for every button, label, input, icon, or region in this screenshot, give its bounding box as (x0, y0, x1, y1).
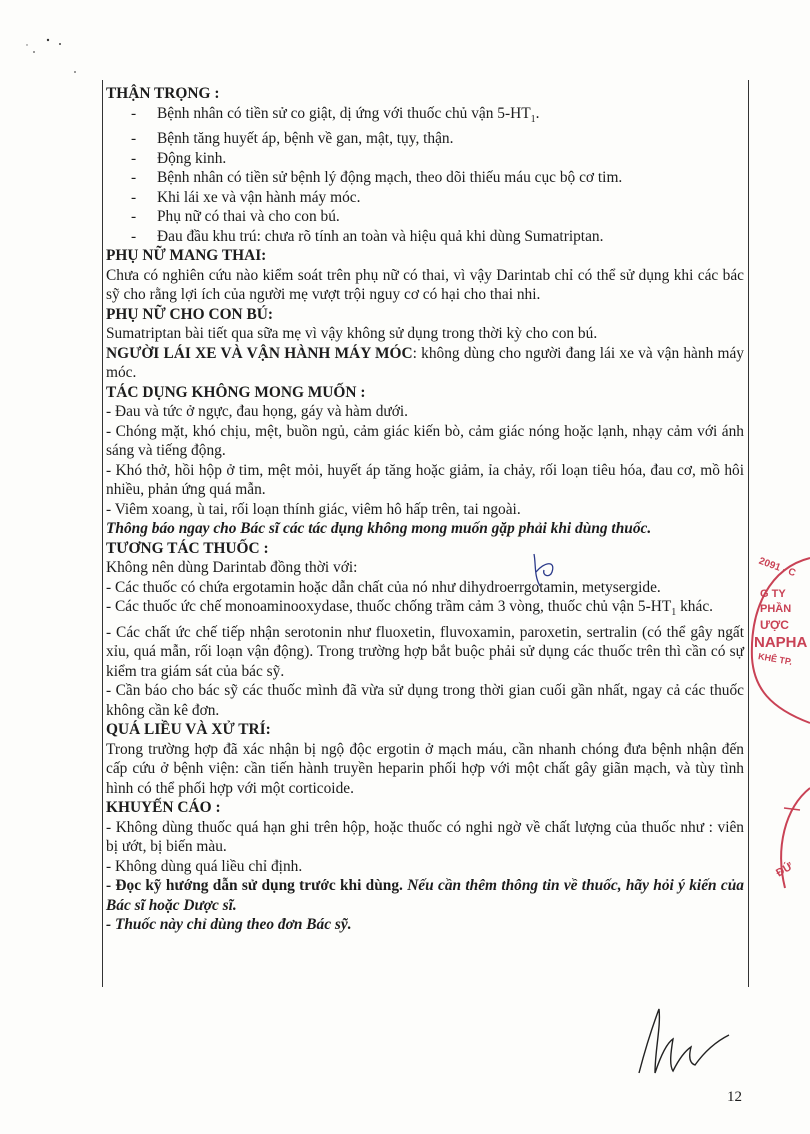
list-item: - Bệnh nhân có tiền sử co giật, dị ứng với thuốc chủ vận $5-HT_1$. (131, 104, 540, 125)
document-body (106, 84, 744, 935)
section-title-khuyen-cao: KHUYẾN CÁO : (106, 799, 221, 817)
company-stamp: 2091 - C G TY PHẦN ƯỢC NAPHA KHÊ TP. ĐỨ (740, 548, 810, 898)
signature (625, 995, 735, 1090)
list-item: - Đau và tức ở ngực, đau họng, gáy và hàm dưới. (106, 403, 409, 421)
section-title-than-trong: THẬN TRỌNG : (106, 85, 220, 102)
stamp-ring-icon (740, 548, 810, 898)
list-item: - Bệnh nhân có tiền sử bệnh lý động mạch, theo dõi thiếu máu cục bộ cơ tim. (131, 169, 623, 187)
list-item: - Bệnh tăng huyết áp, bệnh về gan, mật, tụy, thận. (131, 130, 454, 148)
section-title-lai-xe: NGƯỜI LÁI XE VÀ VẬN HÀNH MÁY MÓC (106, 344, 413, 362)
list-item: - Không dùng quá liều chỉ định. (106, 857, 303, 875)
paragraph-tuong-tac-intro: Không nên dùng Darintab đồng thời với: (106, 559, 358, 577)
list-item: - Các thuốc ức chế monoaminooxydase, thuốc chống trầm cảm 3 vòng, thuốc chủ vận $5-HT_1$ khác. (106, 598, 713, 619)
side-effect-notice: Thông báo ngay cho Bác sĩ các tác dụng không mong muốn gặp phải khi dùng thuốc. (106, 520, 652, 538)
list-item: - Khó thở, hồi hộp ở tim, mệt mỏi, huyết áp tăng hoặc giảm, ỉa chảy, rối loạn tiêu hóa, đau cơ, mồ hôi nhiều, phản ứng quá mẫn. (106, 461, 744, 499)
scan-specks (0, 0, 100, 85)
section-title-phu-nu-cho-con-bu: PHỤ NỮ CHO CON BÚ: (106, 305, 274, 323)
list-item: - Cần báo cho bác sỹ các thuốc mình đã vừa sử dụng trong thời gian cuối gần nhất, ngay cả các thuốc không cần kê đơn. (106, 682, 744, 719)
list-item: - Phụ nữ có thai và cho con bú. (131, 208, 340, 226)
paragraph-phu-nu-cho-con-bu: Sumatriptan bài tiết qua sữa mẹ vì vậy không sử dụng trong thời kỳ cho con bú. (106, 325, 598, 343)
section-title-tuong-tac: TƯƠNG TÁC THUỐC : (106, 539, 269, 557)
section-title-tac-dung: TÁC DỤNG KHÔNG MONG MUỐN : (106, 383, 366, 401)
list-item: - Động kinh. (131, 149, 227, 167)
signature-icon (625, 995, 735, 1085)
list-item: - Viêm xoang, ù tai, rối loạn thính giác, viêm hô hấp trên, tai ngoài. (106, 500, 521, 518)
paragraph-qua-lieu: Trong trường hợp đã xác nhận bị ngộ độc ergotin ở mạch máu, cần nhanh chóng đưa bệnh nhận đến cấp cứu ở bệnh viện: cần tiến hành truyền heparin phối hợp với một chất gây giãn mạch, và tùy tình hình có thể phối hợp với một corticoide. (106, 740, 744, 797)
section-title-qua-lieu: QUÁ LIỀU VÀ XỬ TRÍ: (106, 721, 271, 739)
list-item: - Không dùng thuốc quá hạn ghi trên hộp, hoặc thuốc có nghi ngờ về chất lượng của thuốc như : viên bị ướt, bị biến màu. (106, 818, 744, 856)
read-instructions: - Đọc kỹ hướng dẫn sử dụng trước khi dùng. Nếu cần thêm thông tin về thuốc, hãy hỏi ý kiến của Bác sĩ hoặc Dược sĩ. (106, 877, 744, 914)
page-number: 12 (727, 1089, 742, 1105)
list-item: - Đau đầu khu trú: chưa rõ tính an toàn và hiệu quả khi dùng Sumatriptan. (131, 227, 604, 245)
prescription-notice: - Thuốc này chỉ dùng theo đơn Bác sỹ. (106, 916, 352, 934)
list-item: - Các chất ức chế tiếp nhận serotonin như fluoxetin, fluvoxamin, paroxetin, sertralin (có thể gây ngất xỉu, quá mẫn, rối loạn vận động). Trong trường hợp bắt buộc phải sử dụng các thuốc trên thì cần có sự kiểm tra giám sát của bác sỹ. (106, 623, 744, 680)
speck-marks (0, 0, 100, 80)
handwritten-mark (528, 550, 568, 595)
list-item: - Chóng mặt, khó chịu, mệt, buồn ngủ, cảm giác kiến bò, cảm giác nóng hoặc lạnh, nhạy cảm với ánh sáng và tiếng động. (106, 422, 744, 460)
section-title-phu-nu-mang-thai: PHỤ NỮ MANG THAI: (106, 247, 267, 265)
list-item: - Khi lái xe và vận hành máy móc. (131, 188, 361, 206)
list-item: - Các thuốc có chứa ergotamin hoặc dẫn chất của nó như dihydroerrgotamin, metysergide. (106, 578, 661, 596)
paragraph-phu-nu-mang-thai: Chưa có nghiên cứu nào kiểm soát trên phụ nữ có thai, vì vậy Darintab chỉ có thể sử dụng khi các bác sỹ cho rằng lợi ích của người mẹ vượt trội nguy cơ có hại cho thai nhi. (106, 266, 744, 304)
paragraph-lai-xe: NGƯỜI LÁI XE VÀ VẬN HÀNH MÁY MÓC: không dùng cho người đang lái xe và vận hành máy móc. (106, 344, 745, 382)
pen-mark-icon (528, 550, 568, 590)
